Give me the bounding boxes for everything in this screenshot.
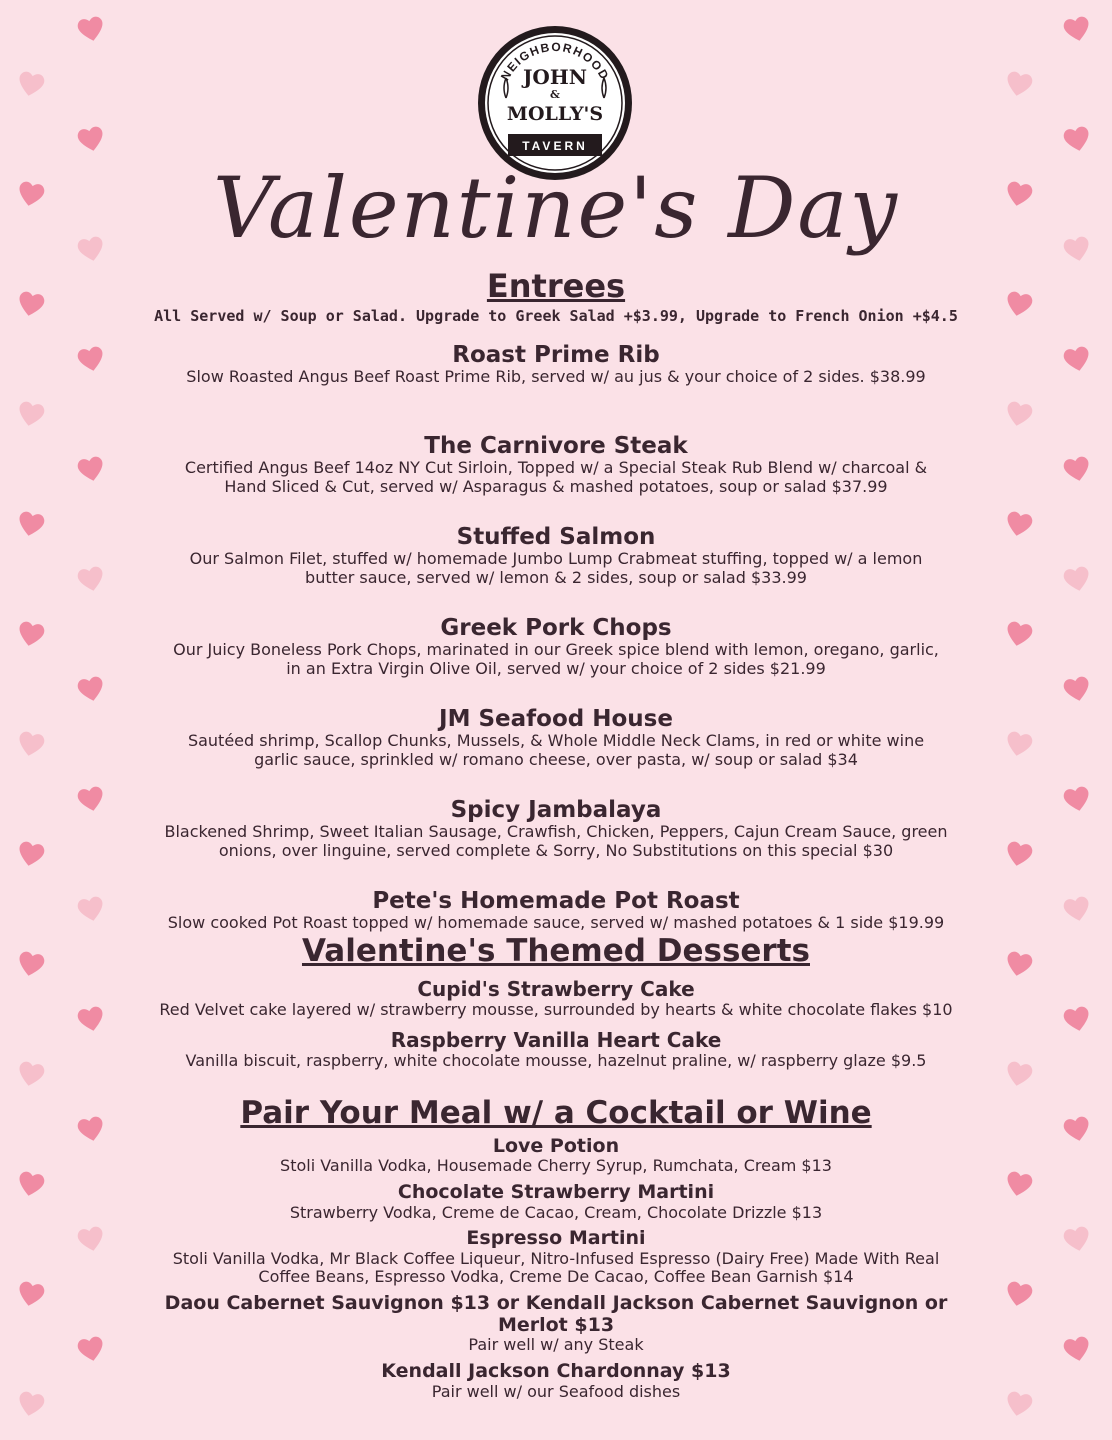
heart-icon [1059,11,1095,47]
heart-icon [1001,1056,1037,1092]
menu-item-desc: Stoli Vanilla Vodka, Mr Black Coffee Liqueur, Nitro-Infused Espresso (Dairy Free) Made With Real [172,1248,940,1268]
menu-item-name: Cupid's Strawberry Cake [417,976,695,1001]
menu-item-desc: Hand Sliced & Cut, served w/ Asparagus & mashed potatoes, soup or salad $37.99 [224,476,888,496]
menu-item [130,978,982,1019]
heart-icon [73,781,109,817]
heart-icon [13,616,49,652]
menu-item-desc: onions, over linguine, served complete & Sorry, No Substitutions on this special $30 [218,840,894,860]
menu-item-desc: Certified Angus Beef 14oz NY Cut Sirloin, Topped w/ a Special Steak Rub Blend w/ charcoal & [184,458,928,478]
desserts-heading: Valentine's Themed Desserts [301,933,810,969]
heart-icon [1059,1331,1095,1367]
heart-icon [1059,341,1095,377]
drinks-section [130,1096,982,1401]
menu-item-name: Love Potion [492,1134,620,1157]
heart-icon [73,561,109,597]
menu-item-name: Espresso Martini [466,1227,646,1250]
heart-icon [73,1331,109,1367]
desserts-section [130,934,982,1070]
menu-item [130,1361,982,1401]
menu-item [130,1293,982,1355]
entrees-section [130,268,982,326]
menu-item [130,706,982,797]
menu-item-desc: Blackened Shrimp, Sweet Italian Sausage, Crawfish, Chicken, Peppers, Cajun Cream Sauce, green [164,822,948,842]
heart-icon [73,451,109,487]
logo-bottom-text: TAVERN [522,139,588,153]
heart-icon [1001,836,1037,872]
entrees-note: All Served w/ Soup or Salad. Upgrade to Greek Salad +$3.99, Upgrade to French Onion +$4.5 [154,306,958,325]
heart-icon [73,891,109,927]
heart-icon [73,341,109,377]
menu-item-name: Kendall Jackson Chardonnay $13 [381,1359,731,1382]
menu-item-name: Stuffed Salmon [456,524,656,550]
entrees-list [130,342,982,933]
menu-item-desc: Pair well w/ our Seafood dishes [431,1381,681,1401]
menu-item [130,1136,982,1176]
heart-icon [13,836,49,872]
logo-top-text: NEIGHBORHOOD [497,39,613,83]
logo-name-line1: JOHN [522,65,588,89]
heart-icon [73,121,109,157]
menu-item-desc: butter sauce, served w/ lemon & 2 sides, soup or salad $33.99 [305,567,807,587]
heart-icon [1059,121,1095,157]
menu-item [130,1228,982,1287]
heart-icon [73,671,109,707]
heart-icon [1001,286,1037,322]
menu-item-desc: Sautéed shrimp, Scallop Chunks, Mussels, & Whole Middle Neck Clams, in red or white wine [187,731,925,751]
menu-item-desc: Our Salmon Filet, stuffed w/ homemade Jumbo Lump Crabmeat stuffing, topped w/ a lemon [189,549,923,569]
menu-item-desc: Red Velvet cake layered w/ strawberry mousse, surrounded by hearts & white chocolate flakes $10 [159,999,953,1019]
menu-item-desc: garlic sauce, sprinkled w/ romano cheese, over pasta, w/ soup or salad $34 [254,749,858,769]
menu-item-name: Spicy Jambalaya [450,797,662,823]
heart-icon [73,1001,109,1037]
heart-icon [1001,616,1037,652]
heart-icon [1059,1221,1095,1257]
heart-icon [1001,1276,1037,1312]
menu-item-name: Roast Prime Rib [452,342,660,368]
menu-item [130,433,982,524]
menu-item [130,888,982,933]
heart-icon [1001,66,1037,102]
heart-icon [1059,451,1095,487]
heart-icon [13,286,49,322]
menu-item-desc: in an Extra Virgin Olive Oil, served w/ your choice of 2 sides $21.99 [286,658,826,678]
menu-item-name: Greek Pork Chops [440,615,672,641]
heart-icon [73,1221,109,1257]
menu-item [130,1182,982,1222]
menu-item [130,1029,982,1070]
drinks-heading: Pair Your Meal w/ a Cocktail or Wine [240,1095,872,1131]
menu-item-desc: Slow Roasted Angus Beef Roast Prime Rib, served w/ au jus & your choice of 2 sides. $38.99 [186,367,926,387]
heart-icon [13,1386,49,1422]
heart-icon [1001,1166,1037,1202]
logo-ampersand: & [550,88,560,101]
heart-icon [1059,891,1095,927]
menu-item [130,524,982,615]
menu-item [130,342,982,433]
heart-icon [1001,726,1037,762]
menu-item [130,615,982,706]
heart-icon [1001,1386,1037,1422]
heart-icon [1059,1001,1095,1037]
menu-item-name: JM Seafood House [439,706,673,732]
heart-icon [13,726,49,762]
heart-icon [73,11,109,47]
heart-icon [1059,1111,1095,1147]
heart-icon [1059,561,1095,597]
page-title: Valentine's Day [213,159,899,257]
menu-item-name: Raspberry Vanilla Heart Cake [390,1028,722,1053]
heart-icon [1001,506,1037,542]
heart-icon [13,1056,49,1092]
menu-item-desc: Vanilla biscuit, raspberry, white chocolate mousse, hazelnut praline, w/ raspberry glaze $9.5 [185,1051,927,1071]
menu-item [130,797,982,888]
heart-icon [13,1276,49,1312]
heart-icon [1059,671,1095,707]
entrees-heading: Entrees [486,267,626,305]
heart-icon [1001,946,1037,982]
menu-item-name: Pete's Homemade Pot Roast [372,888,740,914]
heart-icon [1001,396,1037,432]
heart-icon [13,66,49,102]
heart-icon [13,946,49,982]
menu-item-desc: Coffee Beans, Espresso Vodka, Creme De Cacao, Coffee Bean Garnish $14 [258,1267,854,1287]
heart-icon [13,396,49,432]
menu-item-name: Chocolate Strawberry Martini [397,1180,715,1203]
heart-icon [13,1166,49,1202]
heart-icon [73,1111,109,1147]
menu-item-desc: Pair well w/ any Steak [468,1335,644,1355]
menu-item-desc: Our Juicy Boneless Pork Chops, marinated in our Greek spice blend with lemon, oregano, garlic, [173,640,939,660]
heart-icon [1059,781,1095,817]
menu-item-desc: Stoli Vanilla Vodka, Housemade Cherry Syrup, Rumchata, Cream $13 [280,1156,832,1176]
menu-item-name: The Carnivore Steak [424,433,688,459]
logo-name-line2: MOLLY'S [506,103,604,125]
menu-item-desc: Strawberry Vodka, Creme de Cacao, Cream, Chocolate Drizzle $13 [289,1202,823,1222]
heart-icon [13,506,49,542]
menu-item-desc: Slow cooked Pot Roast topped w/ homemade sauce, served w/ mashed potatoes & 1 side $19.99 [167,913,945,933]
menu-item-name: Daou Cabernet Sauvignon $13 or Kendall Jackson Cabernet Sauvignon or Merlot $13 [164,1291,948,1336]
